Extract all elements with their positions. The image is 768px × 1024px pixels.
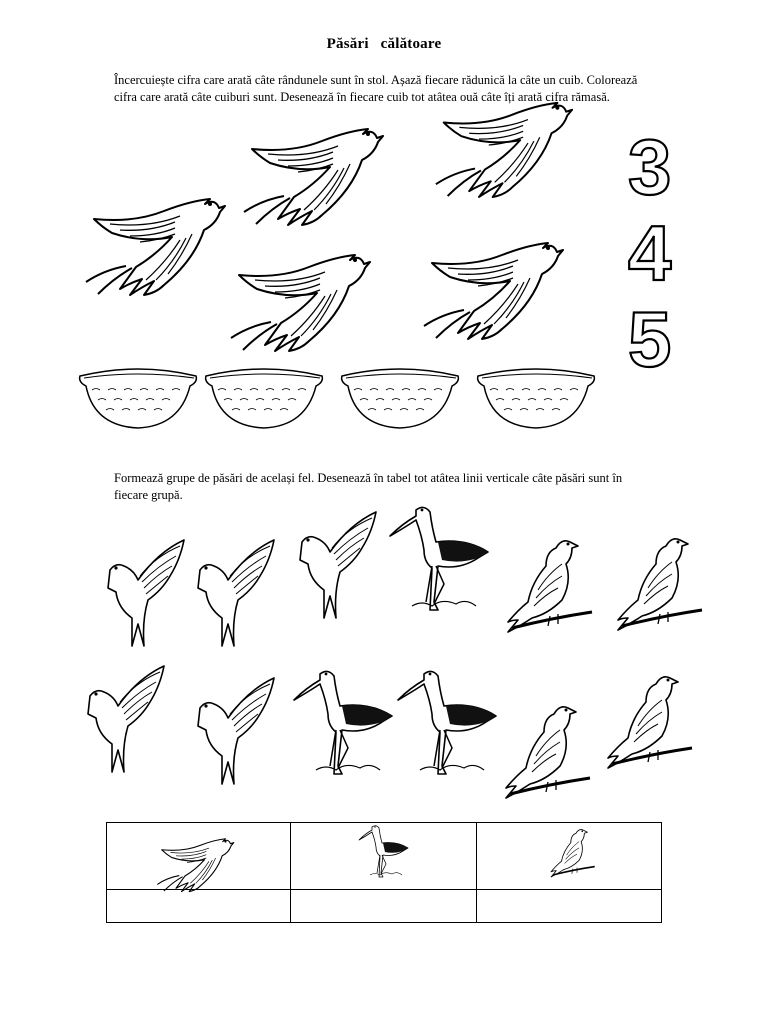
digit-5: 5: [628, 295, 672, 383]
nest-drawing: [478, 369, 595, 428]
title-word-1: Păsări: [326, 36, 369, 52]
stork-drawing: [390, 507, 488, 610]
nest-drawing: [80, 369, 197, 428]
title-word-2: călătoare: [380, 36, 442, 52]
swallow-perched-drawing: [108, 540, 184, 646]
swallow-drawing: [86, 199, 225, 295]
swallow-drawing: [244, 129, 383, 225]
table-tally-row: [107, 890, 662, 923]
nest-drawing: [342, 369, 459, 428]
sparrow-drawing: [608, 677, 692, 768]
table-header-row: [107, 823, 662, 890]
header-cell-sparrow: [476, 823, 661, 890]
swallow-perched-drawing: [198, 678, 274, 784]
swallow-drawing: [436, 103, 572, 197]
instructions-paragraph-2: Formează grupe de păsări de același fel. Desenează în tabel tot atâtea linii verticale câte păsări sunt în fiecare grupă.: [114, 471, 623, 502]
nest-drawing: [206, 369, 323, 428]
swallow-perched-drawing: [300, 512, 376, 618]
tally-table: [106, 822, 662, 923]
header-cell-swallow: [107, 823, 291, 890]
header-cell-stork: [291, 823, 476, 890]
swallow-perched-drawing: [198, 540, 274, 646]
tally-cell-stork[interactable]: [291, 890, 476, 923]
sparrow-drawing: [508, 541, 592, 632]
stork-drawing: [398, 671, 496, 774]
instructions-paragraph-1: Încercuiește cifra care arată câte rândunele sunt în stol. Așază fiecare rădunică la câte un cuib. Colorează cifra care arată câte cuiburi sunt. Desenează în fiecare cuib tot atâtea ouă câte îți arată cifra rămasă.: [114, 73, 638, 104]
swallow-drawing: [231, 255, 370, 351]
stork-drawing: [294, 671, 392, 774]
tally-cell-swallow[interactable]: [107, 890, 291, 923]
sparrow-drawing: [506, 707, 590, 798]
tally-cell-sparrow[interactable]: [476, 890, 661, 923]
swallow-perched-drawing: [88, 666, 164, 772]
digit-4: 4: [628, 209, 672, 297]
sparrow-drawing: [618, 539, 702, 630]
digit-3: 3: [628, 123, 672, 211]
swallow-drawing: [424, 243, 563, 339]
